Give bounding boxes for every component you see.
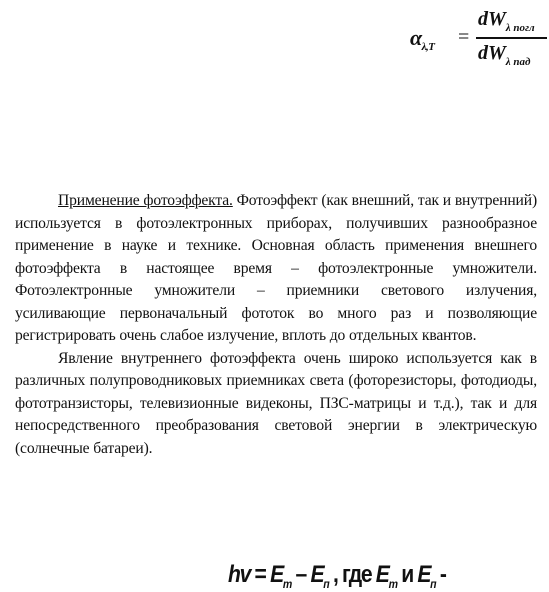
denominator-symbol: dW (478, 42, 506, 64)
e2-subscript: п (323, 577, 329, 591)
alpha-subscript: λ,T (421, 41, 435, 53)
equals-sign: = (250, 561, 271, 588)
absorption-coefficient-formula (408, 8, 549, 72)
e2-term: E (310, 561, 324, 588)
e3-subscript: т (388, 577, 397, 591)
paragraph-internal-effect: Явление внутреннего фотоэффекта очень широко используется как в различных полупроводниковых приемниках света (фоторезисторы, фотодиоды, фототранзисторы, телевизионные видеконы, ПЗС-матрицы и т.д.), так и для непосредственного преобразования световой энергии в электрическую (солнечные батареи). (15, 349, 537, 457)
paragraph-1-text: Фотоэффект (как внешний, так и внутренний) используется в фотоэлектронных приборах, получивших разнообразное применение в науке и технике. Основная область применения внешнего фотоэффекта в настоящее время – фотоэлектронные умножители. Фотоэлектронные умножители – приемники светового излучения, усиливающие первоначальный фототок во много раз и позволяющие регистрировать очень слабое излучение, вплоть до отдельных квантов. (15, 192, 537, 344)
formula-equals: = (458, 26, 470, 48)
fraction-bar (476, 37, 547, 39)
hv-term: hv (228, 561, 251, 588)
denominator-subscript: λ пад (505, 56, 531, 68)
e4-term: E (417, 561, 431, 588)
e3-term: E (375, 561, 389, 588)
and-text: и (396, 561, 418, 588)
trailing-dash: - (435, 561, 446, 588)
formula-denominator (478, 42, 531, 68)
photon-energy-formula (228, 561, 446, 591)
e4-subscript: п (430, 577, 436, 591)
e1-subscript: т (282, 577, 291, 591)
minus-sign: – (290, 561, 311, 588)
alpha-symbol: α (410, 25, 422, 50)
formula-numerator (478, 8, 535, 34)
where-text: , где (328, 561, 376, 588)
e1-term: E (270, 561, 283, 588)
numerator-symbol: dW (478, 8, 506, 30)
formula-lhs (410, 25, 435, 53)
numerator-subscript: λ погл (505, 22, 535, 34)
paragraph-application (15, 190, 537, 348)
body-text (15, 190, 537, 460)
section-heading: Применение фотоэффекта. (58, 192, 233, 209)
